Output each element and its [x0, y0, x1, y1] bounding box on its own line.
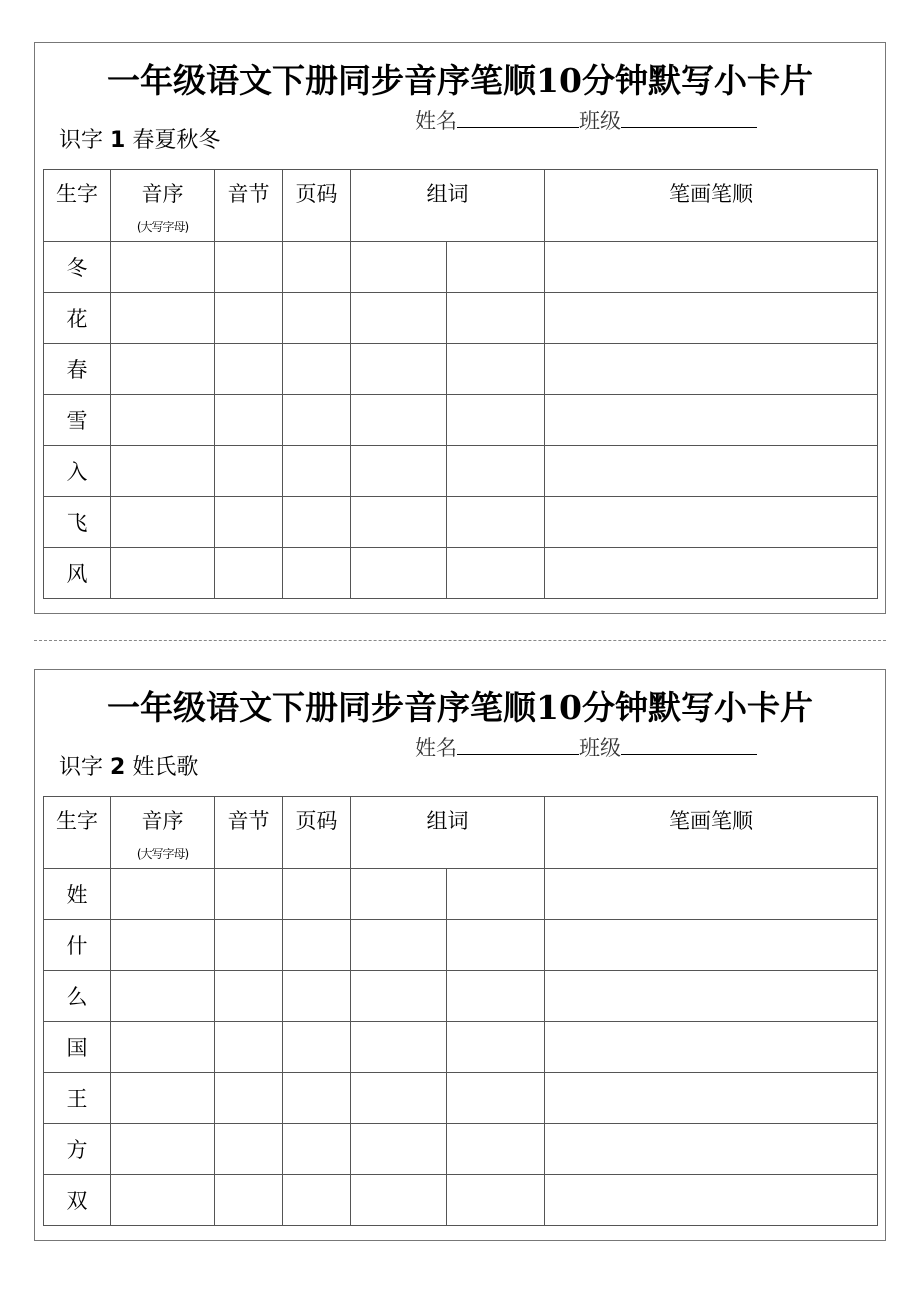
word-answer-cell-2[interactable] — [447, 497, 545, 548]
card-title: 一年级语文下册同步音序笔顺10分钟默写小卡片 — [107, 688, 813, 727]
header-char: 生字 — [44, 170, 111, 242]
table-row — [44, 1124, 878, 1175]
word-answer-cell-1[interactable] — [351, 344, 447, 395]
word-answer-cell-2[interactable] — [447, 869, 545, 920]
syllable-answer-cell[interactable] — [215, 548, 283, 599]
header-words: 组词 — [351, 797, 545, 869]
name-label: 姓名 — [415, 736, 457, 760]
table-row — [44, 869, 878, 920]
char-cell: 雪 — [44, 395, 111, 446]
syllable-answer-cell[interactable] — [215, 1175, 283, 1226]
char-cell: 冬 — [44, 242, 111, 293]
char-cell: 入 — [44, 446, 111, 497]
table-row — [44, 395, 878, 446]
class-blank[interactable] — [621, 734, 757, 755]
header-row — [44, 170, 878, 242]
header-order-label: 音序 — [141, 809, 184, 833]
header-row — [44, 797, 878, 869]
page-answer-cell[interactable] — [283, 1073, 351, 1124]
header-char: 生字 — [44, 797, 111, 869]
lesson-name: 春夏秋冬 — [132, 128, 221, 153]
stroke-answer-cell[interactable] — [545, 293, 878, 344]
header-page: 页码 — [283, 797, 351, 869]
lesson-heading — [59, 123, 220, 154]
word-answer-cell-2[interactable] — [447, 1022, 545, 1073]
header-words: 组词 — [351, 170, 545, 242]
table-row — [44, 1175, 878, 1226]
header-syllable: 音节 — [215, 170, 283, 242]
syllable-answer-cell[interactable] — [215, 1022, 283, 1073]
stroke-answer-cell[interactable] — [545, 548, 878, 599]
table-row — [44, 1022, 878, 1073]
word-answer-cell-2[interactable] — [447, 446, 545, 497]
stroke-answer-cell[interactable] — [545, 446, 878, 497]
name-class-line — [415, 732, 757, 762]
word-answer-cell-2[interactable] — [447, 1124, 545, 1175]
lesson-number: 2 — [110, 755, 126, 780]
table-row — [44, 293, 878, 344]
syllable-answer-cell[interactable] — [215, 242, 283, 293]
name-blank[interactable] — [457, 734, 579, 755]
order-answer-cell[interactable] — [111, 1073, 215, 1124]
order-answer-cell[interactable] — [111, 446, 215, 497]
lesson-number: 1 — [110, 128, 126, 153]
dictation-card — [34, 669, 886, 1241]
syllable-answer-cell[interactable] — [215, 1073, 283, 1124]
order-answer-cell[interactable] — [111, 971, 215, 1022]
page-answer-cell[interactable] — [283, 869, 351, 920]
header-order-note: (大写字母) — [136, 847, 189, 861]
header-order — [111, 170, 215, 242]
order-answer-cell[interactable] — [111, 1022, 215, 1073]
char-cell: 姓 — [44, 869, 111, 920]
word-answer-cell-1[interactable] — [351, 1175, 447, 1226]
page-answer-cell[interactable] — [283, 395, 351, 446]
lesson-label: 识字 — [59, 755, 104, 780]
char-cell: 风 — [44, 548, 111, 599]
header-strokes: 笔画笔顺 — [545, 797, 878, 869]
page-answer-cell[interactable] — [283, 446, 351, 497]
page-answer-cell[interactable] — [283, 242, 351, 293]
order-answer-cell[interactable] — [111, 293, 215, 344]
header-order-note: (大写字母) — [136, 220, 189, 234]
class-label: 班级 — [579, 109, 621, 133]
word-answer-cell-1[interactable] — [351, 293, 447, 344]
word-answer-cell-2[interactable] — [447, 1073, 545, 1124]
order-answer-cell[interactable] — [111, 242, 215, 293]
syllable-answer-cell[interactable] — [215, 395, 283, 446]
syllable-answer-cell[interactable] — [215, 971, 283, 1022]
stroke-answer-cell[interactable] — [545, 395, 878, 446]
word-answer-cell-2[interactable] — [447, 971, 545, 1022]
char-cell: 王 — [44, 1073, 111, 1124]
char-cell: 么 — [44, 971, 111, 1022]
word-answer-cell-2[interactable] — [447, 242, 545, 293]
syllable-answer-cell[interactable] — [215, 869, 283, 920]
stroke-answer-cell[interactable] — [545, 971, 878, 1022]
stroke-answer-cell[interactable] — [545, 497, 878, 548]
char-cell: 方 — [44, 1124, 111, 1175]
stroke-answer-cell[interactable] — [545, 344, 878, 395]
card-divider — [34, 640, 886, 641]
stroke-answer-cell[interactable] — [545, 869, 878, 920]
page-answer-cell[interactable] — [283, 971, 351, 1022]
dictation-table — [43, 796, 878, 1226]
word-answer-cell-1[interactable] — [351, 548, 447, 599]
order-answer-cell[interactable] — [111, 344, 215, 395]
dictation-card — [34, 42, 886, 614]
stroke-answer-cell[interactable] — [545, 920, 878, 971]
table-row — [44, 344, 878, 395]
char-cell: 花 — [44, 293, 111, 344]
order-answer-cell[interactable] — [111, 869, 215, 920]
card-title: 一年级语文下册同步音序笔顺10分钟默写小卡片 — [107, 61, 813, 100]
order-answer-cell[interactable] — [111, 548, 215, 599]
stroke-answer-cell[interactable] — [545, 1124, 878, 1175]
name-class-line — [415, 105, 757, 135]
header-order-label: 音序 — [141, 182, 184, 206]
page-answer-cell[interactable] — [283, 497, 351, 548]
page-answer-cell[interactable] — [283, 548, 351, 599]
header-order — [111, 797, 215, 869]
table-row — [44, 497, 878, 548]
word-answer-cell-1[interactable] — [351, 920, 447, 971]
syllable-answer-cell[interactable] — [215, 344, 283, 395]
table-row — [44, 920, 878, 971]
class-blank[interactable] — [621, 107, 757, 128]
page-answer-cell[interactable] — [283, 920, 351, 971]
table-row — [44, 1073, 878, 1124]
char-cell: 春 — [44, 344, 111, 395]
header-strokes: 笔画笔顺 — [545, 170, 878, 242]
word-answer-cell-1[interactable] — [351, 869, 447, 920]
page-answer-cell[interactable] — [283, 1175, 351, 1226]
order-answer-cell[interactable] — [111, 1124, 215, 1175]
char-cell: 什 — [44, 920, 111, 971]
word-answer-cell-1[interactable] — [351, 446, 447, 497]
word-answer-cell-1[interactable] — [351, 242, 447, 293]
page-answer-cell[interactable] — [283, 1124, 351, 1175]
word-answer-cell-2[interactable] — [447, 548, 545, 599]
table-row — [44, 548, 878, 599]
page-answer-cell[interactable] — [283, 1022, 351, 1073]
order-answer-cell[interactable] — [111, 497, 215, 548]
syllable-answer-cell[interactable] — [215, 293, 283, 344]
syllable-answer-cell[interactable] — [215, 1124, 283, 1175]
word-answer-cell-1[interactable] — [351, 395, 447, 446]
word-answer-cell-2[interactable] — [447, 1175, 545, 1226]
name-blank[interactable] — [457, 107, 579, 128]
table-row — [44, 242, 878, 293]
header-syllable: 音节 — [215, 797, 283, 869]
stroke-answer-cell[interactable] — [545, 242, 878, 293]
word-answer-cell-1[interactable] — [351, 1073, 447, 1124]
char-cell: 飞 — [44, 497, 111, 548]
stroke-answer-cell[interactable] — [545, 1022, 878, 1073]
char-cell: 国 — [44, 1022, 111, 1073]
lesson-label: 识字 — [59, 128, 104, 153]
order-answer-cell[interactable] — [111, 1175, 215, 1226]
header-page: 页码 — [283, 170, 351, 242]
stroke-answer-cell[interactable] — [545, 1175, 878, 1226]
word-answer-cell-1[interactable] — [351, 971, 447, 1022]
lesson-name: 姓氏歌 — [132, 755, 199, 780]
lesson-heading — [59, 750, 198, 781]
word-answer-cell-1[interactable] — [351, 1124, 447, 1175]
table-row — [44, 446, 878, 497]
syllable-answer-cell[interactable] — [215, 920, 283, 971]
order-answer-cell[interactable] — [111, 395, 215, 446]
page-answer-cell[interactable] — [283, 293, 351, 344]
syllable-answer-cell[interactable] — [215, 497, 283, 548]
page-answer-cell[interactable] — [283, 344, 351, 395]
name-label: 姓名 — [415, 109, 457, 133]
word-answer-cell-1[interactable] — [351, 497, 447, 548]
word-answer-cell-2[interactable] — [447, 920, 545, 971]
class-label: 班级 — [579, 736, 621, 760]
dictation-table — [43, 169, 878, 599]
stroke-answer-cell[interactable] — [545, 1073, 878, 1124]
order-answer-cell[interactable] — [111, 920, 215, 971]
table-row — [44, 971, 878, 1022]
syllable-answer-cell[interactable] — [215, 446, 283, 497]
word-answer-cell-1[interactable] — [351, 1022, 447, 1073]
word-answer-cell-2[interactable] — [447, 395, 545, 446]
word-answer-cell-2[interactable] — [447, 293, 545, 344]
char-cell: 双 — [44, 1175, 111, 1226]
word-answer-cell-2[interactable] — [447, 344, 545, 395]
